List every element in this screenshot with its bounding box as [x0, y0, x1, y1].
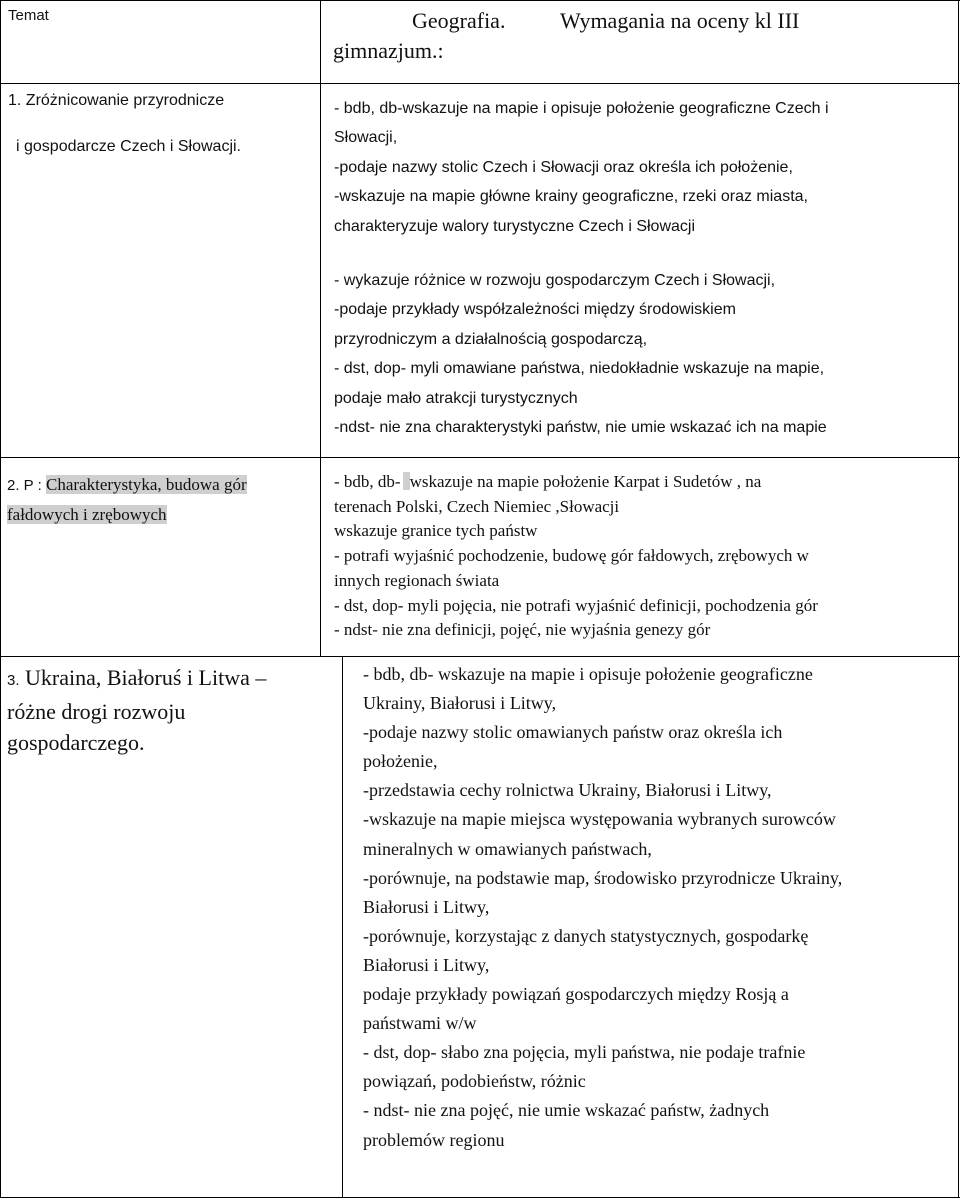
list-item: terenach Polski, Czech Niemiec ,Słowacji	[334, 496, 620, 516]
row3-topic-line2: różne drogi rozwoju	[7, 699, 186, 724]
list-item: - wykazuje różnice w rozwoju gospodarczym Czech i Słowacji,	[334, 272, 776, 290]
row2-topic-line2: fałdowych i zrębowych	[7, 505, 167, 524]
list-item: Białorusi i Litwy,	[363, 954, 490, 975]
row2-topic-line1: Charakterystyka, budowa gór	[46, 475, 247, 494]
list-item: -podaje przykłady współzależności między środowiskiem	[334, 301, 736, 319]
list-item: - potrafi wyjaśnić pochodzenie, budowę gór fałdowych, zrębowych w	[334, 546, 809, 566]
header-requirements-title: Wymagania na oceny kl III	[560, 8, 800, 33]
list-item: wskazuje na mapie położenie Karpat i Sudetów , na	[409, 472, 762, 491]
list-item: - dst, dop- myli omawiane państwa, niedokładnie wskazuje na mapie,	[334, 360, 825, 378]
row2-requirements	[334, 470, 818, 643]
header-topic-cell	[8, 7, 49, 24]
table-border-right	[958, 0, 959, 1198]
row-divider-1	[0, 457, 960, 458]
row-divider-2	[0, 656, 960, 657]
list-item: państwami w/w	[363, 1013, 477, 1034]
table-border-top	[0, 0, 960, 1]
header-grade: gimnazjum.:	[333, 38, 444, 63]
row3-requirements	[363, 660, 842, 1155]
list-item: - dst, dop- słabo zna pojęcia, myli państwa, nie podaje trafnie	[363, 1042, 806, 1063]
column-divider-lower	[342, 656, 343, 1198]
list-item: przyrodniczym a działalnością gospodarczą,	[334, 330, 648, 348]
row3-topic	[7, 662, 266, 758]
list-item: - dst, dop- myli pojęcia, nie potrafi wyjaśnić definicji, pochodzenia gór	[334, 595, 818, 615]
list-item: Białorusi i Litwy,	[363, 896, 490, 917]
list-item: -porównuje, na podstawie map, środowisko przyrodnicze Ukrainy,	[363, 867, 843, 888]
list-item: -ndst- nie zna charakterystyki państw, nie umie wskazać ich na mapie	[334, 419, 827, 437]
row1-requirements	[334, 94, 829, 442]
list-item: podaje mało atrakcji turystycznych	[334, 389, 578, 407]
list-item: -porównuje, korzystając z danych statystycznych, gospodarkę	[363, 925, 809, 946]
row2-topic	[7, 470, 247, 529]
list-item: charakteryzuje walory turystyczne Czech i Słowacji	[334, 217, 696, 235]
list-item: -podaje nazwy stolic Czech i Słowacji oraz określa ich położenie,	[334, 158, 793, 176]
row1-topic-line1: 1. Zróżnicowanie przyrodnicze	[8, 92, 225, 109]
list-item: -wskazuje na mapie miejsca występowania wybranych surowców	[363, 809, 836, 830]
list-item: Ukrainy, Białorusi i Litwy,	[363, 693, 557, 714]
header-subject: Geografia.	[412, 8, 506, 33]
list-item: -przedstawia cechy rolnictwa Ukrainy, Białorusi i Litwy,	[363, 780, 772, 801]
list-item: Słowacji,	[334, 129, 398, 147]
list-item: - ndst- nie zna pojęć, nie umie wskazać państw, żadnych	[363, 1100, 770, 1121]
column-divider-upper	[320, 0, 321, 656]
header-topic-label: Temat	[8, 7, 49, 24]
list-item: położenie,	[363, 751, 438, 772]
row3-topic-line3: gospodarczego.	[7, 730, 145, 755]
row3-topic-line1: Ukraina, Białoruś i Litwa –	[25, 665, 267, 690]
list-item: - ndst- nie zna definicji, pojęć, nie wyjaśnia genezy gór	[334, 620, 711, 640]
list-item: -wskazuje na mapie główne krainy geograficzne, rzeki oraz miasta,	[334, 188, 808, 206]
row1-topic-line2: i gospodarcze Czech i Słowacji.	[16, 138, 241, 155]
list-item: innych regionach świata	[334, 570, 500, 590]
list-item: - bdb, db-wskazuje na mapie i opisuje położenie geograficzne Czech i	[334, 100, 829, 117]
list-item: powiązań, podobieństw, różnic	[363, 1071, 586, 1092]
highlight-mark	[403, 472, 410, 490]
header-title	[333, 6, 799, 66]
row3-topic-number: 3.	[7, 672, 20, 689]
row-divider-header	[0, 83, 960, 84]
table-border-bottom	[0, 1197, 960, 1198]
list-item: -podaje nazwy stolic omawianych państw oraz określa ich	[363, 722, 783, 743]
list-item: wskazuje granice tych państw	[334, 521, 538, 541]
list-item: problemów regionu	[363, 1129, 505, 1150]
list-item: mineralnych w omawianych państwach,	[363, 838, 652, 859]
list-item: - bdb, db-	[334, 472, 401, 491]
table-border-left	[0, 0, 1, 1198]
row2-topic-prefix: 2. P :	[7, 477, 42, 494]
list-item: - bdb, db- wskazuje na mapie i opisuje położenie geograficzne	[363, 664, 813, 684]
list-item: podaje przykłady powiązań gospodarczych między Rosją a	[363, 984, 789, 1005]
